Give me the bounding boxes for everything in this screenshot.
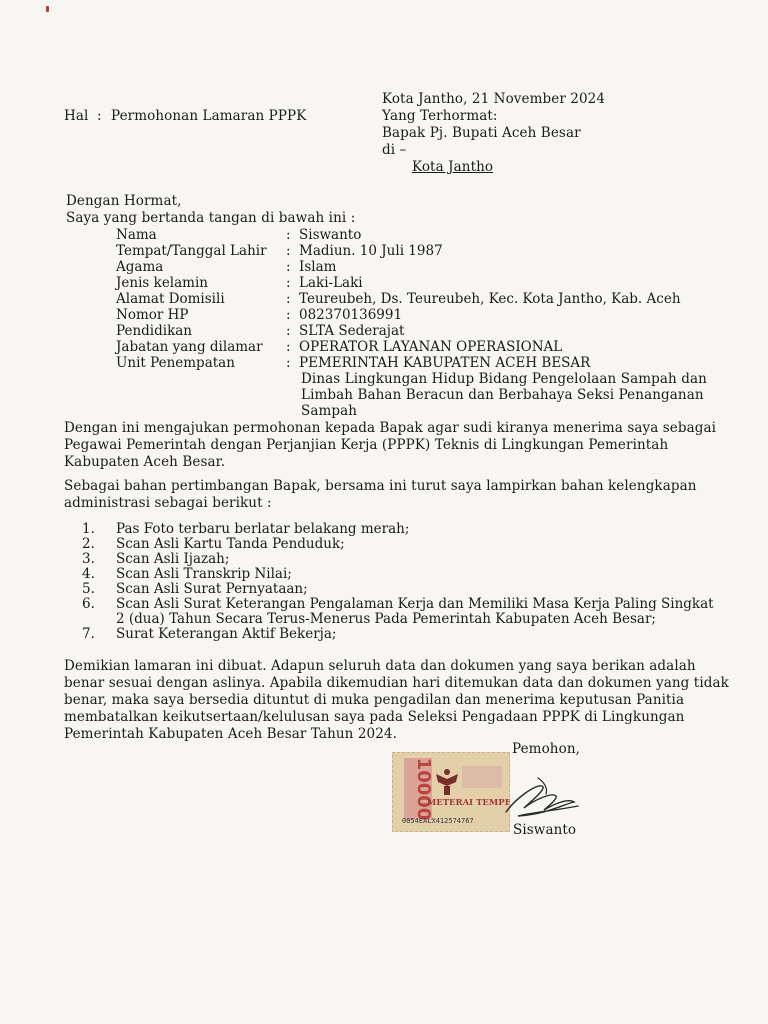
field-label: Nomor HP	[116, 307, 189, 323]
list-number: 2.	[82, 536, 95, 552]
field-value: SLTA Sederajat	[299, 323, 405, 339]
list-text: Scan Asli Surat Keterangan Pengalaman Kerja dan Memiliki Masa Kerja Paling Singkat	[116, 596, 714, 612]
field-colon: :	[286, 355, 291, 371]
field-label: Agama	[116, 259, 164, 275]
field-value: OPERATOR LAYANAN OPERASIONAL	[299, 339, 563, 355]
field-label: Tempat/Tanggal Lahir	[116, 243, 267, 259]
field-label: Pendidikan	[116, 323, 193, 339]
field-label: Jenis kelamin	[116, 275, 208, 291]
field-value: Siswanto	[299, 227, 362, 243]
recipient-name: Bapak Pj. Bupati Aceh Besar	[382, 125, 581, 141]
list-number: 5.	[82, 581, 95, 597]
body-line: Dengan ini mengajukan permohonan kepada Bapak agar sudi kiranya menerima saya sebagai	[64, 420, 717, 436]
unit-detail-line: Dinas Lingkungan Hidup Bidang Pengelolaan Sampah dan	[301, 371, 707, 387]
field-colon: :	[286, 259, 291, 275]
field-colon: :	[286, 307, 291, 323]
field-label: Nama	[116, 227, 157, 243]
list-text: Pas Foto terbaru berlatar belakang merah;	[116, 521, 410, 537]
recipient-greeting: Yang Terhormat:	[382, 108, 498, 124]
field-colon: :	[286, 291, 291, 307]
recipient-city: Kota Jantho	[412, 159, 494, 175]
list-number: 4.	[82, 566, 95, 582]
place-date: Kota Jantho, 21 November 2024	[382, 91, 606, 107]
subject-colon: :	[97, 108, 102, 124]
list-number: 7.	[82, 626, 95, 642]
list-text: Surat Keterangan Aktif Bekerja;	[116, 626, 337, 642]
field-colon: :	[286, 323, 291, 339]
body-line: administrasi sebagai berikut :	[64, 495, 272, 511]
field-value: Madiun. 10 Juli 1987	[299, 243, 443, 259]
field-label: Unit Penempatan	[116, 355, 235, 371]
field-colon: :	[286, 275, 291, 291]
closing-line: Pemerintah Kabupaten Aceh Besar Tahun 2024.	[64, 726, 397, 742]
field-value: Islam	[299, 259, 337, 275]
field-value: PEMERINTAH KABUPATEN ACEH BESAR	[299, 355, 591, 371]
stamp-serial: 0054EALX412574767	[402, 817, 474, 825]
field-value: Laki-Laki	[299, 275, 363, 291]
signature-scribble	[478, 768, 588, 828]
field-value: Teureubeh, Ds. Teureubeh, Kec. Kota Jantho, Kab. Aceh	[299, 291, 681, 307]
list-number: 3.	[82, 551, 95, 567]
list-text: Scan Asli Ijazah;	[116, 551, 230, 567]
list-number: 6.	[82, 596, 95, 612]
field-label: Jabatan yang dilamar	[116, 339, 263, 355]
intro-line: Saya yang bertanda tangan di bawah ini :	[66, 210, 356, 226]
closing-line: membatalkan keikutsertaan/kelulusan saya pada Seleksi Pengadaan PPPK di Lingkungan	[64, 709, 685, 725]
recipient-di: di –	[382, 142, 407, 158]
stamp-title: METERAI TEMPEL	[426, 798, 510, 808]
unit-detail-line: Sampah	[301, 403, 358, 419]
field-colon: :	[286, 243, 291, 259]
list-text: Scan Asli Kartu Tanda Penduduk;	[116, 536, 345, 552]
body-line: Sebagai bahan pertimbangan Bapak, bersama ini turut saya lampirkan bahan kelengkapan	[64, 478, 697, 494]
subject-value: Permohonan Lamaran PPPK	[111, 108, 307, 124]
closing-line: benar sesuai dengan aslinya. Apabila dikemudian hari ditemukan data dan dokumen yang tidak	[64, 675, 729, 691]
list-text: Scan Asli Transkrip Nilai;	[116, 566, 292, 582]
list-text: Scan Asli Surat Pernyataan;	[116, 581, 308, 597]
body-line: Pegawai Pemerintah dengan Perjanjian Kerja (PPPK) Teknis di Lingkungan Pemerintah	[64, 437, 669, 453]
scan-mark	[46, 6, 49, 12]
closing-line: Demikian lamaran ini dibuat. Adapun seluruh data dan dokumen yang saya berikan adalah	[64, 658, 696, 674]
field-colon: :	[286, 339, 291, 355]
applicant-name: Siswanto	[513, 822, 577, 838]
field-value: 082370136991	[299, 307, 403, 323]
body-line: Kabupaten Aceh Besar.	[64, 454, 226, 470]
list-text: 2 (dua) Tahun Secara Terus-Menerus Pada Pemerintah Kabupaten Aceh Besar;	[116, 611, 656, 627]
list-number: 1.	[82, 521, 95, 537]
applicant-label: Pemohon,	[512, 741, 581, 757]
field-label: Alamat Domisili	[116, 291, 225, 307]
greeting: Dengan Hormat,	[66, 193, 182, 209]
field-colon: :	[286, 227, 291, 243]
closing-line: benar, maka saya bersedia dituntut di muka pengadilan dan menerima keputusan Panitia	[64, 692, 685, 708]
stamp-value: 10000	[413, 757, 434, 821]
unit-detail-line: Limbah Bahan Beracun dan Berbahaya Seksi Penanganan	[301, 387, 704, 403]
subject-label: Hal	[64, 108, 89, 124]
